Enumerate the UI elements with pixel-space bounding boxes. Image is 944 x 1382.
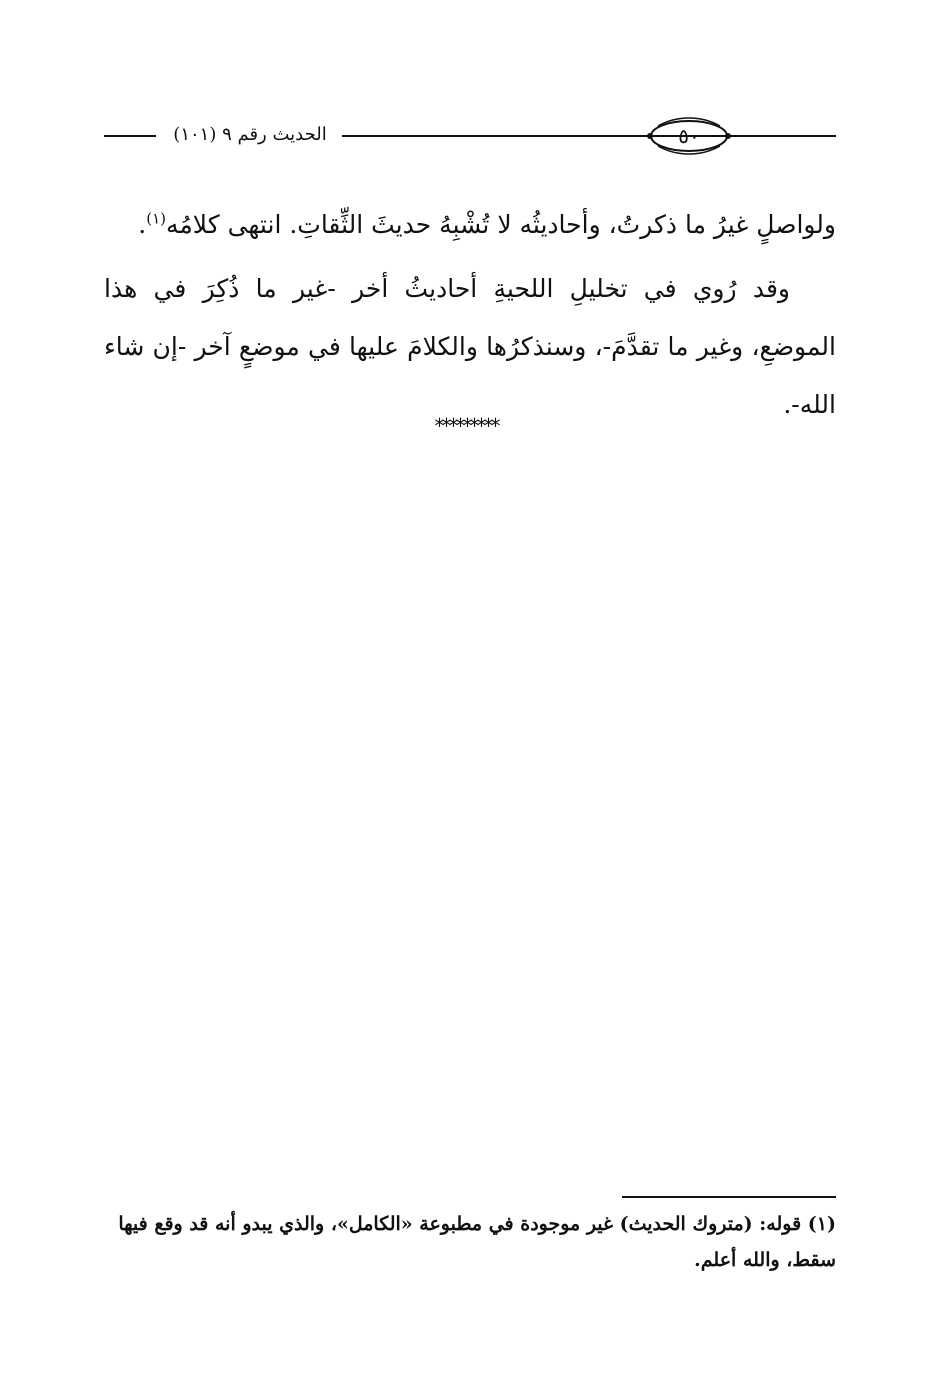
paragraph-1 — [104, 196, 836, 254]
page-number: ٥٠ — [678, 124, 700, 148]
header-rule-left — [104, 135, 156, 137]
footnote: (١) قوله: (متروك الحديث) غير موجودة في مطبوعة «الكامل»، والذي يبدو أنه قد وقع فيها سقط، والله أعلم. — [118, 1213, 836, 1271]
paragraph-1-end: . — [138, 210, 147, 239]
header-rule-right — [732, 135, 836, 137]
paragraph-2: وقد رُوي في تخليلِ اللحيةِ أحاديثُ أخر -غير ما ذُكِرَ في هذا الموضعِ، وغير ما تقدَّمَ-، وسنذكرُها والكلامَ عليها في موضعٍ آخر -إن شاء الله-. — [104, 274, 836, 419]
running-header — [104, 112, 836, 160]
running-title: الحديث رقم ٩ (١٠١) — [173, 124, 327, 145]
page-number-ornament — [642, 112, 736, 160]
section-separator: ********* — [434, 414, 498, 438]
main-text — [104, 196, 836, 434]
footnote-reference: (١) — [146, 209, 167, 228]
footnote-rule — [622, 1196, 836, 1198]
paragraph-1-text: ولواصلٍ غيرُ ما ذكرتُ، وأحاديثُه لا تُشْبِهُ حديثَ الثِّقاتِ. انتهى كلامُه — [166, 210, 836, 239]
